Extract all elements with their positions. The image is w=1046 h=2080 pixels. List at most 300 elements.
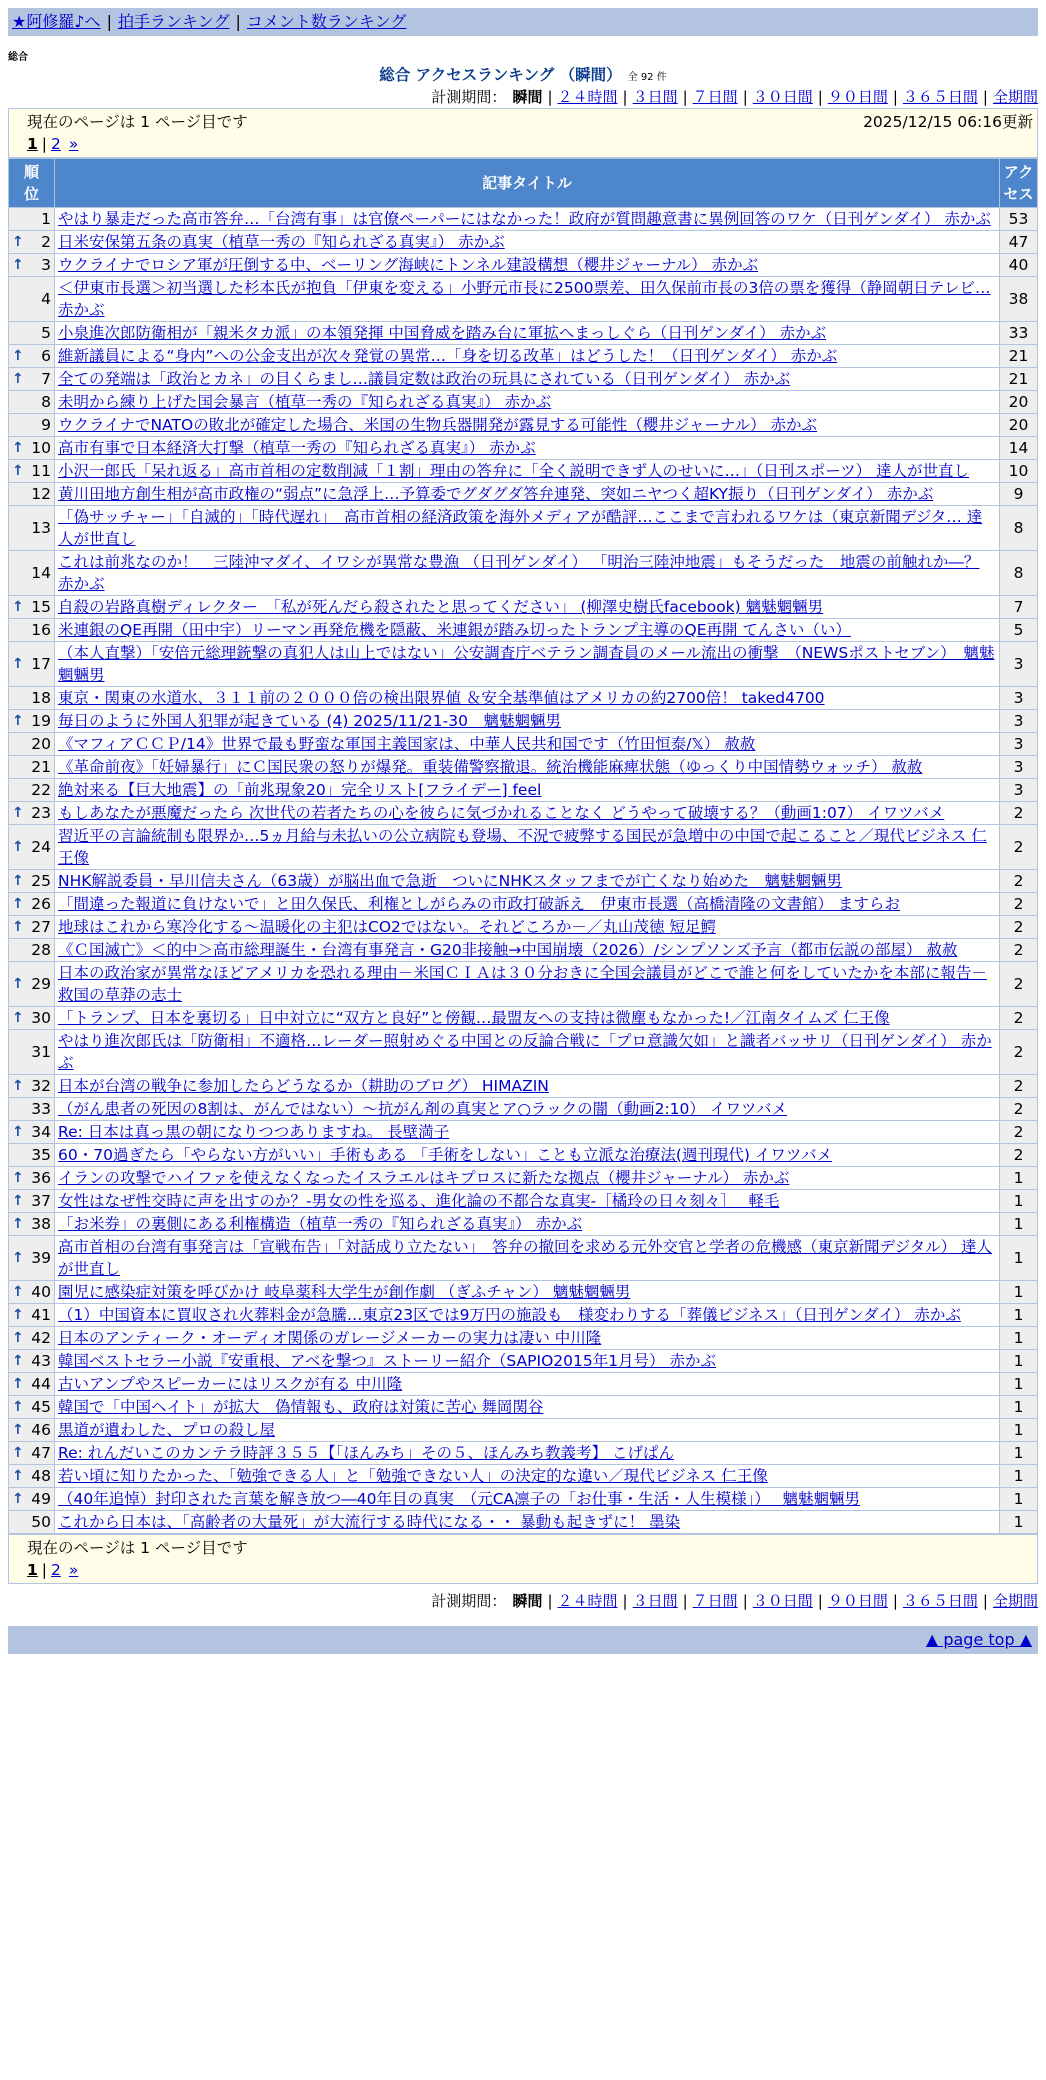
period-label: 計測期間： <box>431 1592 507 1610</box>
table-row <box>9 962 1038 1007</box>
article-link[interactable]: 日本が台湾の戦争に参加したらどうなるか（耕助のブログ） HIMAZIN <box>58 1077 549 1095</box>
access-count: 2 <box>1000 893 1038 916</box>
access-count: 1 <box>1000 1190 1038 1213</box>
period-link-5[interactable]: ３６５日間 <box>902 1592 978 1610</box>
period-separator: | <box>622 88 628 106</box>
rank-number: 32 <box>31 1077 51 1095</box>
rank-up-arrow-icon: ↑ <box>12 1216 24 1232</box>
rank-cell <box>9 322 55 345</box>
article-link[interactable]: 「トランプ、日本を裏切る」日中対立に“双方と良好”と傍観…最盟友への支持は微塵もなかった!／江南タイムズ 仁王像 <box>58 1009 890 1027</box>
rank-up-arrow-icon: ↑ <box>12 1170 24 1186</box>
rank-up-arrow-icon: ↑ <box>12 1307 24 1323</box>
article-link[interactable]: 韓国ベストセラー小説『安重根、アベを撃つ』ストーリー紹介（SAPIO2015年1月号） 赤かぶ <box>58 1352 717 1370</box>
rank-cell <box>9 1190 55 1213</box>
page-top-link[interactable]: ▲ page top ▲ <box>925 1630 1032 1649</box>
title-cell <box>55 368 1000 391</box>
article-link[interactable]: Re: れんだいこのカンテラ時評３５５【「ほんみち」その５、ほんみち教義考】 こげぱん <box>58 1444 674 1462</box>
article-link[interactable]: 黄川田地方創生相が高市政権の“弱点”に急浮上…予算委でグダグダ答弁連発、突如ニヤつく超KY振り（日刊ゲンダイ） 赤かぶ <box>58 485 934 503</box>
rank-number: 17 <box>31 655 51 673</box>
rank-number: 29 <box>31 975 51 993</box>
rank-up-arrow-icon: ↑ <box>12 599 24 615</box>
rank-cell <box>9 802 55 825</box>
table-row <box>9 345 1038 368</box>
table-row <box>9 710 1038 733</box>
rank-up-arrow-icon: ↑ <box>12 839 24 855</box>
home-link[interactable]: ★阿修羅♪へ <box>12 12 101 31</box>
rank-up-arrow-icon: ↑ <box>12 440 24 456</box>
access-count: 20 <box>1000 391 1038 414</box>
next-page-link[interactable]: » <box>68 1561 79 1579</box>
table-row <box>9 916 1038 939</box>
rank-cell <box>9 1007 55 1030</box>
rank-cell <box>9 779 55 802</box>
rank-number: 4 <box>41 290 51 308</box>
access-count: 3 <box>1000 710 1038 733</box>
access-count: 2 <box>1000 870 1038 893</box>
article-link[interactable]: やはり進次郎氏は「防衛相」不適格…レーダー照射めぐる中国との反論合戦に「プロ意識欠如」と識者バッサリ（日刊ゲンダイ） 赤かぶ <box>58 1032 992 1072</box>
page-2-link[interactable]: 2 <box>51 135 61 153</box>
table-row <box>9 1488 1038 1511</box>
article-link[interactable]: 「間違った報道に負けないで」と田久保氏、利権としがらみの市政打破訴え 伊東市長選（高橋清隆の文書館） ますらお <box>58 895 900 913</box>
rank-number: 27 <box>31 918 51 936</box>
table-row <box>9 368 1038 391</box>
access-count: 3 <box>1000 779 1038 802</box>
rank-cell <box>9 368 55 391</box>
article-link[interactable]: やはり暴走だった高市答弁…「台湾有事」は官僚ペーパーにはなかった！政府が質問趣意書に異例回答のワケ（日刊ゲンダイ） 赤かぶ <box>58 210 991 228</box>
rank-up-arrow-icon: ↑ <box>12 348 24 364</box>
period-link-2[interactable]: ７日間 <box>692 1592 738 1610</box>
table-row <box>9 1098 1038 1121</box>
article-link[interactable]: （40年追悼）封印された言葉を解き放つ―40年目の真実 （元CA凛子の「お仕事・生活・人生模様」） 魑魅魍魎男 <box>58 1490 861 1508</box>
access-count: 1 <box>1000 1511 1038 1534</box>
article-link[interactable]: 日本の政治家が異常なほどアメリカを恐れる理由－米国ＣＩＡは３０分おきに全国会議員がどこで誰と何をしていたかを本部に報告－ 救国の草莽の志士 <box>58 964 987 1004</box>
period-link-3[interactable]: ３０日間 <box>752 1592 813 1610</box>
rank-number: 38 <box>31 1215 51 1233</box>
table-row <box>9 1144 1038 1167</box>
rank-number: 35 <box>31 1146 51 1164</box>
period-link-5[interactable]: ３６５日間 <box>902 88 978 106</box>
table-row <box>9 506 1038 551</box>
table-row <box>9 642 1038 687</box>
table-row <box>9 1075 1038 1098</box>
access-count: 1 <box>1000 1167 1038 1190</box>
rank-number: 28 <box>31 941 51 959</box>
rank-up-arrow-icon: ↑ <box>12 1330 24 1346</box>
table-row <box>9 893 1038 916</box>
table-row <box>9 1327 1038 1350</box>
title-cell <box>55 1075 1000 1098</box>
access-column-header: アクセス <box>1000 159 1038 208</box>
rank-number: 19 <box>31 712 51 730</box>
table-row <box>9 551 1038 596</box>
title-cell <box>55 870 1000 893</box>
article-link[interactable]: 絶対来る【巨大地震】の「前兆現象20」完全リスト[フライデー] feel <box>58 781 542 799</box>
title-cell <box>55 1488 1000 1511</box>
article-link[interactable]: 高市首相の台湾有事発言は「宣戦布告」「対話成り立たない」 答弁の撤回を求める元外交官と学者の危機感（東京新聞デジタル） 達人が世直し <box>58 1238 993 1278</box>
rank-cell <box>9 1030 55 1075</box>
table-row <box>9 1167 1038 1190</box>
article-link[interactable]: 東京・関東の水道水、３１１前の２０００倍の検出限界値 ＆安全基準値はアメリカの約2700倍！ taked4700 <box>58 689 825 707</box>
rank-number: 34 <box>31 1123 51 1141</box>
rank-up-arrow-icon: ↑ <box>12 919 24 935</box>
rank-cell <box>9 506 55 551</box>
rank-cell <box>9 619 55 642</box>
nav-separator: | <box>106 12 112 31</box>
article-link[interactable]: （がん患者の死因の8割は、がんではない）～抗がん剤の真実とア○ラックの闇（動画2:10） イワツバメ <box>58 1100 788 1118</box>
rank-number: 9 <box>41 416 51 434</box>
title-cell <box>55 391 1000 414</box>
period-separator: | <box>817 88 823 106</box>
page-1-current: 1 <box>27 1561 38 1579</box>
top-nav-bar <box>8 8 1038 36</box>
comment-ranking-link[interactable]: コメント数ランキング <box>246 12 407 31</box>
current-page-text: 現在のページは 1 ページ目です <box>27 1539 248 1557</box>
article-link[interactable]: 「お米券」の裏側にある利権構造（植草一秀の『知られざる真実』） 赤かぶ <box>58 1215 583 1233</box>
article-link[interactable]: ＜伊東市長選＞初当選した杉本氏が抱負「伊東を変える」小野元市長に2500票差、田久保前市長の3倍の票を獲得（静岡朝日テレビ… 赤かぶ <box>58 279 991 319</box>
rank-cell <box>9 756 55 779</box>
page-2-link[interactable]: 2 <box>51 1561 61 1579</box>
table-header-row <box>9 159 1038 208</box>
article-link[interactable]: これは前兆なのか！ 三陸沖マダイ、イワシが異常な豊漁 （日刊ゲンダイ） 「明治三陸沖地震」もそうだった 地震の前触れか―？ 赤かぶ <box>58 553 980 593</box>
rank-cell <box>9 939 55 962</box>
article-link[interactable]: 小沢一郎氏「呆れ返る」高市首相の定数削減「１割」理由の答弁に「全く説明できず人のせいに…」（日刊スポーツ） 達人が世直し <box>58 462 970 480</box>
article-link[interactable]: 女性はなぜ性交時に声を出すのか？-男女の性を巡る、進化論の不都合な真実-［橘玲の日々刻々］ 軽毛 <box>58 1192 780 1210</box>
article-link[interactable]: 習近平の言論統制も限界か…5ヵ月給与未払いの公立病院も登場、不況で疲弊する国民が急増中の中国で起こること／現代ビジネス 仁王像 <box>58 827 987 867</box>
access-count: 1 <box>1000 1373 1038 1396</box>
article-link[interactable]: 毎日のように外国人犯罪が起きている (4) 2025/11/21-30 魑魅魍魎男 <box>58 712 561 730</box>
table-row <box>9 1396 1038 1419</box>
period-link-6[interactable]: 全期間 <box>992 1592 1038 1610</box>
access-count: 20 <box>1000 414 1038 437</box>
rank-number: 25 <box>31 872 51 890</box>
title-cell <box>55 642 1000 687</box>
page-1-current: 1 <box>27 135 38 153</box>
rank-cell <box>9 345 55 368</box>
access-count: 47 <box>1000 231 1038 254</box>
article-link[interactable]: NHK解説委員・早川信夫さん（63歳）が脳出血で急逝 ついにNHKスタッフまでが亡くなり始めた 魑魅魍魎男 <box>58 872 843 890</box>
access-count: 2 <box>1000 1121 1038 1144</box>
table-row <box>9 619 1038 642</box>
rank-cell <box>9 1465 55 1488</box>
rank-cell <box>9 710 55 733</box>
rank-number: 10 <box>31 439 51 457</box>
rank-cell <box>9 1098 55 1121</box>
period-link-1[interactable]: ３日間 <box>632 1592 678 1610</box>
rank-number: 42 <box>31 1329 51 1347</box>
table-row <box>9 756 1038 779</box>
period-separator: | <box>682 1592 688 1610</box>
period-separator: | <box>742 88 748 106</box>
access-count: 21 <box>1000 345 1038 368</box>
article-link[interactable]: もしあなたが悪魔だったら 次世代の若者たちの心を彼らに気づかれることなく どうやって破壊する？（動画1:07） イワツバメ <box>58 804 945 822</box>
article-link[interactable]: 米連銀のQE再開（田中宇）リーマン再発危機を隠蔽、米連銀が踏み切ったトランプ主導のQE再開 てんさい（い） <box>58 621 851 639</box>
rank-up-arrow-icon: ↑ <box>12 1445 24 1461</box>
title-cell <box>55 1350 1000 1373</box>
period-link-0[interactable]: ２４時間 <box>557 1592 618 1610</box>
title-cell <box>55 506 1000 551</box>
title-cell <box>55 277 1000 322</box>
title-cell <box>55 1098 1000 1121</box>
table-row <box>9 483 1038 506</box>
article-link[interactable]: 小泉進次郎防衛相が「親米タカ派」の本領発揮 中国脅威を踏み台に軍拡へまっしぐら（日刊ゲンダイ） 赤かぶ <box>58 324 827 342</box>
table-row <box>9 1030 1038 1075</box>
rank-cell <box>9 1236 55 1281</box>
rank-cell <box>9 437 55 460</box>
rank-up-arrow-icon: ↑ <box>12 1078 24 1094</box>
access-count: 2 <box>1000 916 1038 939</box>
page-links <box>27 1559 1037 1581</box>
rank-number: 36 <box>31 1169 51 1187</box>
rank-number: 41 <box>31 1306 51 1324</box>
title-cell <box>55 916 1000 939</box>
rank-number: 39 <box>31 1249 51 1267</box>
rank-number: 45 <box>31 1398 51 1416</box>
period-separator: | <box>892 1592 898 1610</box>
current-page-text: 現在のページは 1 ページ目です <box>27 113 248 131</box>
rank-cell <box>9 1396 55 1419</box>
rank-up-arrow-icon: ↑ <box>12 1193 24 1209</box>
title-cell <box>55 322 1000 345</box>
title-cell <box>55 802 1000 825</box>
table-row <box>9 322 1038 345</box>
rank-cell <box>9 916 55 939</box>
access-count: 1 <box>1000 1350 1038 1373</box>
category-label: 総合 <box>8 52 28 63</box>
rank-cell <box>9 1350 55 1373</box>
title-cell <box>55 345 1000 368</box>
access-count: 2 <box>1000 825 1038 870</box>
title-cell <box>55 414 1000 437</box>
rank-number: 40 <box>31 1283 51 1301</box>
table-row <box>9 414 1038 437</box>
access-count: 9 <box>1000 483 1038 506</box>
rank-cell <box>9 254 55 277</box>
rank-cell <box>9 642 55 687</box>
table-row <box>9 1304 1038 1327</box>
period-link-2[interactable]: ７日間 <box>692 88 738 106</box>
title-cell <box>55 437 1000 460</box>
page-links <box>27 133 1037 155</box>
rank-cell <box>9 687 55 710</box>
rank-cell <box>9 1281 55 1304</box>
title-cell <box>55 1465 1000 1488</box>
rank-cell <box>9 733 55 756</box>
title-cell <box>55 1144 1000 1167</box>
rank-cell <box>9 1121 55 1144</box>
title-cell <box>55 779 1000 802</box>
period-link-6[interactable]: 全期間 <box>992 88 1038 106</box>
access-count: 21 <box>1000 368 1038 391</box>
rank-up-arrow-icon: ↑ <box>12 1376 24 1392</box>
access-count: 3 <box>1000 756 1038 779</box>
pagination-bottom <box>8 1534 1038 1584</box>
rank-up-arrow-icon: ↑ <box>12 1468 24 1484</box>
article-link[interactable]: 《革命前夜》「妊婦暴行」にＣ国民衆の怒りが爆発。重装備警察撤退。統治機能麻痺状態（ゆっくり中国情勢ウォッチ） 赦赦 <box>58 758 923 776</box>
rank-cell <box>9 1419 55 1442</box>
title-cell <box>55 1327 1000 1350</box>
access-count: 1 <box>1000 1236 1038 1281</box>
access-count: 2 <box>1000 802 1038 825</box>
table-row <box>9 1007 1038 1030</box>
rank-cell <box>9 391 55 414</box>
rank-number: 47 <box>31 1444 51 1462</box>
article-link[interactable]: 高市有事で日本経済大打撃（植草一秀の『知られざる真実』） 赤かぶ <box>58 439 536 457</box>
period-link-0[interactable]: ２４時間 <box>557 88 618 106</box>
rank-cell <box>9 870 55 893</box>
rank-number: 24 <box>31 838 51 856</box>
period-link-1[interactable]: ３日間 <box>632 88 678 106</box>
article-link[interactable]: 韓国で「中国ヘイト」が拡大 偽情報も、政府は対策に苦心 舞岡関谷 <box>58 1398 544 1416</box>
article-link[interactable]: 60・70過ぎたら「やらない方がいい」手術もある 「手術をしない」ことも立派な治療法(週刊現代) イワツバメ <box>58 1146 833 1164</box>
access-count: 3 <box>1000 733 1038 756</box>
rank-up-arrow-icon: ↑ <box>12 1284 24 1300</box>
title-cell <box>55 1236 1000 1281</box>
ranking-table <box>8 158 1038 1534</box>
article-link[interactable]: 全ての発端は「政治とカネ」の目くらまし…議員定数は政治の玩具にされている（日刊ゲンダイ） 赤かぶ <box>58 370 791 388</box>
table-row <box>9 1213 1038 1236</box>
rank-number: 18 <box>31 689 51 707</box>
table-row <box>9 460 1038 483</box>
article-link[interactable]: イランの攻撃でハイファを使えなくなったイスラエルはキプロスに新たな拠点（櫻井ジャーナル） 赤かぶ <box>58 1169 790 1187</box>
access-count: 7 <box>1000 596 1038 619</box>
period-link-4[interactable]: ９０日間 <box>827 1592 888 1610</box>
article-link[interactable]: 地球はこれから寒冷化する～温暖化の主犯はCO2ではない。それどころか－／丸山茂徳 短足鰐 <box>58 918 716 936</box>
rank-number: 23 <box>31 804 51 822</box>
applause-ranking-link[interactable]: 拍手ランキング <box>117 12 230 31</box>
page-title: 総合 アクセスランキング （瞬間） <box>379 66 622 84</box>
article-link[interactable]: 古いアンプやスピーカーにはリスクが有る 中川隆 <box>58 1375 403 1393</box>
table-row <box>9 231 1038 254</box>
rank-up-arrow-icon: ↑ <box>12 976 24 992</box>
rank-number: 20 <box>31 735 51 753</box>
title-cell <box>55 1396 1000 1419</box>
rank-cell <box>9 1144 55 1167</box>
access-count: 2 <box>1000 939 1038 962</box>
period-link-3[interactable]: ３０日間 <box>752 88 813 106</box>
table-row <box>9 437 1038 460</box>
title-cell <box>55 231 1000 254</box>
article-link[interactable]: 維新議員による“身内”への公金支出が次々発覚の異常…「身を切る改革」はどうした！（日刊ゲンダイ） 赤かぶ <box>58 347 838 365</box>
article-link[interactable]: 園児に感染症対策を呼びかけ 岐阜薬科大学生が創作劇 （ぎふチャン） 魑魅魍魎男 <box>58 1283 631 1301</box>
rank-up-arrow-icon: ↑ <box>12 805 24 821</box>
title-cell <box>55 893 1000 916</box>
title-cell <box>55 1007 1000 1030</box>
table-row <box>9 254 1038 277</box>
rank-number: 26 <box>31 895 51 913</box>
article-link[interactable]: 日米安保第五条の真実（植草一秀の『知られざる真実』） 赤かぶ <box>58 233 505 251</box>
rank-number: 11 <box>31 462 51 480</box>
access-count: 2 <box>1000 1144 1038 1167</box>
ranking-header <box>8 64 1038 86</box>
access-count: 1 <box>1000 1465 1038 1488</box>
rank-number: 43 <box>31 1352 51 1370</box>
rank-cell <box>9 825 55 870</box>
period-selector-top <box>8 86 1038 108</box>
table-row <box>9 687 1038 710</box>
rank-cell <box>9 1442 55 1465</box>
rank-number: 15 <box>31 598 51 616</box>
article-link[interactable]: ウクライナでNATOの敗北が確定した場合、米国の生物兵器開発が露見する可能性（櫻井ジャーナル） 赤かぶ <box>58 416 818 434</box>
rank-number: 8 <box>41 393 51 411</box>
rank-number: 37 <box>31 1192 51 1210</box>
article-link[interactable]: Re: 日本は真っ黒の朝になりつつありますね。 長壁満子 <box>58 1123 450 1141</box>
period-link-4[interactable]: ９０日間 <box>827 88 888 106</box>
table-row <box>9 1236 1038 1281</box>
rank-up-arrow-icon: ↑ <box>12 234 24 250</box>
article-link[interactable]: これから日本は、「高齢者の大量死」が大流行する時代になる・・ 暴動も起きずに！ 墨染 <box>58 1513 681 1531</box>
title-cell <box>55 254 1000 277</box>
title-cell <box>55 1030 1000 1075</box>
access-count: 38 <box>1000 277 1038 322</box>
rank-cell <box>9 1511 55 1534</box>
rank-up-arrow-icon: ↑ <box>12 873 24 889</box>
access-count: 33 <box>1000 322 1038 345</box>
access-count: 53 <box>1000 208 1038 231</box>
article-link[interactable]: 日本のアンティーク・オーディオ関係のガレージメーカーの実力は凄い 中川隆 <box>58 1329 602 1347</box>
rank-up-arrow-icon: ↑ <box>12 257 24 273</box>
rank-cell <box>9 483 55 506</box>
access-count: 14 <box>1000 437 1038 460</box>
article-link[interactable]: 未明から練り上げた国会暴言（植草一秀の『知られざる真実』） 赤かぶ <box>58 393 552 411</box>
access-count: 2 <box>1000 1075 1038 1098</box>
period-separator: | <box>817 1592 823 1610</box>
table-row <box>9 1350 1038 1373</box>
rank-up-arrow-icon: ↑ <box>12 1422 24 1438</box>
rank-up-arrow-icon: ↑ <box>12 463 24 479</box>
rank-number: 33 <box>31 1100 51 1118</box>
rank-number: 12 <box>31 485 51 503</box>
rank-number: 50 <box>31 1513 51 1531</box>
access-count: 2 <box>1000 1030 1038 1075</box>
article-link[interactable]: 《マフィアＣＣＰ/14》世界で最も野蛮な軍国主義国家は、中華人民共和国です（竹田恒泰/𝕏） 赦赦 <box>58 735 756 753</box>
next-page-link[interactable]: » <box>68 135 79 153</box>
period-separator: | <box>547 88 553 106</box>
table-row <box>9 1190 1038 1213</box>
table-row <box>9 1465 1038 1488</box>
article-link[interactable]: 黒道が遺わした、プロの殺し屋 <box>58 1421 276 1439</box>
title-cell <box>55 1419 1000 1442</box>
article-link[interactable]: 若い頃に知りたかった、「勉強できる人」と「勉強できない人」の決定的な違い／現代ビジネス 仁王像 <box>58 1467 768 1485</box>
article-link[interactable]: ウクライナでロシア軍が圧倒する中、ベーリング海峡にトンネル建設構想（櫻井ジャーナル） 赤かぶ <box>58 256 759 274</box>
rank-up-arrow-icon: ↑ <box>12 1491 24 1507</box>
table-row <box>9 939 1038 962</box>
table-row <box>9 1419 1038 1442</box>
rank-cell <box>9 962 55 1007</box>
title-cell <box>55 596 1000 619</box>
article-link[interactable]: （本人直撃）「安倍元総理銃撃の真犯人は山上ではない」公安調査庁ベテラン調査員のメール流出の衝撃 （NEWSポストセブン） 魑魅魍魎男 <box>58 644 995 684</box>
access-count: 3 <box>1000 687 1038 710</box>
title-cell <box>55 483 1000 506</box>
article-link[interactable]: 自殺の岩路真樹ディレクター 「私が死んだら殺されたと思ってください」 (柳澤史樹氏facebook) 魑魅魍魎男 <box>58 598 824 616</box>
period-separator: | <box>982 88 988 106</box>
access-count: 5 <box>1000 619 1038 642</box>
article-link[interactable]: 《Ｃ国滅亡》＜的中＞高市総理誕生・台湾有事発言・G20非接触→中国崩壊（2026）/シンプソンズ予言（都市伝説の部屋） 赦赦 <box>58 941 958 959</box>
article-link[interactable]: 「偽サッチャー」「自滅的」「時代遅れ」 高市首相の経済政策を海外メディアが酷評…ここまで言われるワケは（東京新聞デジタ… 達人が世直し <box>58 508 983 548</box>
page-separator: | <box>41 1561 48 1579</box>
bottom-bar <box>8 1626 1038 1654</box>
rank-up-arrow-icon: ↑ <box>12 656 24 672</box>
rank-cell <box>9 893 55 916</box>
article-link[interactable]: （1）中国資本に買収され火葬料金が急騰…東京23区では9万円の施設も 様変わりする「葬儀ビジネス」（日刊ゲンダイ） 赤かぶ <box>58 1306 961 1324</box>
rank-number: 6 <box>41 347 51 365</box>
rank-cell <box>9 414 55 437</box>
rank-cell <box>9 1075 55 1098</box>
access-count: 10 <box>1000 460 1038 483</box>
period-label: 計測期間： <box>431 88 507 106</box>
rank-number: 44 <box>31 1375 51 1393</box>
rank-up-arrow-icon: ↑ <box>12 1399 24 1415</box>
rank-number: 46 <box>31 1421 51 1439</box>
